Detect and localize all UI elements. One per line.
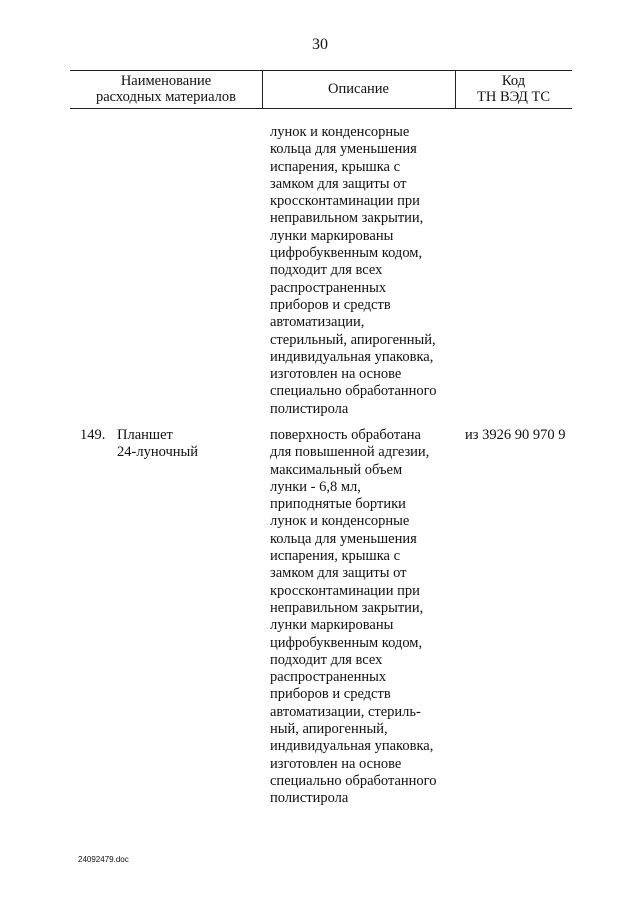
description-line: подходит для всех xyxy=(270,651,383,668)
description-line: изготовлен на основе xyxy=(270,755,402,772)
description-line: подходит для всех xyxy=(270,262,383,279)
description-line: неправильном закрытии, xyxy=(270,599,424,616)
description-line: изготовлен на основе xyxy=(270,366,402,383)
header-description-label: Описание xyxy=(328,81,389,97)
description-line: лунки маркированы xyxy=(270,617,394,634)
description-line: лунки маркированы xyxy=(270,227,394,244)
description-line: кольца для уменьшения xyxy=(270,141,417,158)
header-name-line: расходных материалов xyxy=(95,89,237,105)
description-line: кроссконтаминации при xyxy=(270,582,420,599)
description-line: ный, апирогенный, xyxy=(270,721,388,738)
row-number: 149. xyxy=(80,427,106,443)
description-line: испарения, крышка с xyxy=(270,158,401,175)
description-line: приподнятые бортики xyxy=(270,496,406,513)
description-line: лунки - 6,8 мл, xyxy=(270,478,361,495)
row-description xyxy=(270,427,460,808)
description-line: цифробуквенным кодом, xyxy=(270,634,423,651)
description-line: замком для защиты от xyxy=(270,175,407,192)
description-line: максимальный объем xyxy=(270,461,403,478)
description-line: стерильный, апирогенный, xyxy=(270,331,436,348)
continued-description xyxy=(270,124,460,418)
row-item-name-line: Планшет xyxy=(117,427,173,443)
table-header-bottom-rule xyxy=(70,108,572,109)
row-code: из 3926 90 970 9 xyxy=(465,427,566,443)
description-line: кольца для уменьшения xyxy=(270,530,417,547)
description-line: специально обработанного xyxy=(270,383,437,400)
description-line: полистирола xyxy=(270,400,349,417)
description-line: лунок и конденсорные xyxy=(270,513,410,530)
header-name-line: Наименование xyxy=(120,73,212,89)
header-code-line: Код xyxy=(501,73,526,89)
page-number: 30 xyxy=(312,36,328,53)
description-line: цифробуквенным кодом, xyxy=(270,245,423,262)
description-line: распространенных xyxy=(270,669,387,686)
description-line: приборов и средств xyxy=(270,296,391,313)
description-line: испарения, крышка с xyxy=(270,548,401,565)
description-line: поверхность обработана xyxy=(270,427,421,443)
header-description-column xyxy=(262,81,455,97)
table-header-top-rule xyxy=(70,70,572,71)
description-line: автоматизации, стериль- xyxy=(270,703,421,720)
footer-filename: 24092479.doc xyxy=(78,855,129,864)
description-line: замком для защиты от xyxy=(270,565,407,582)
row-item-name xyxy=(117,427,198,462)
header-code-line: ТН ВЭД ТС xyxy=(476,89,551,105)
description-line: индивидуальная упаковка, xyxy=(270,738,434,755)
description-line: полистирола xyxy=(270,790,349,807)
description-line: индивидуальная упаковка, xyxy=(270,348,434,365)
description-line: распространенных xyxy=(270,279,387,296)
description-line: специально обработанного xyxy=(270,772,437,789)
description-line: лунок и конденсорные xyxy=(270,124,410,140)
header-code-column xyxy=(455,73,572,105)
description-line: кроссконтаминации при xyxy=(270,193,420,210)
row-item-name-line: 24-луночный xyxy=(117,444,199,461)
header-name-column xyxy=(70,73,262,105)
description-line: для повышенной адгезии, xyxy=(270,444,430,461)
description-line: приборов и средств xyxy=(270,686,391,703)
description-line: неправильном закрытии, xyxy=(270,210,424,227)
description-line: автоматизации, xyxy=(270,314,365,331)
